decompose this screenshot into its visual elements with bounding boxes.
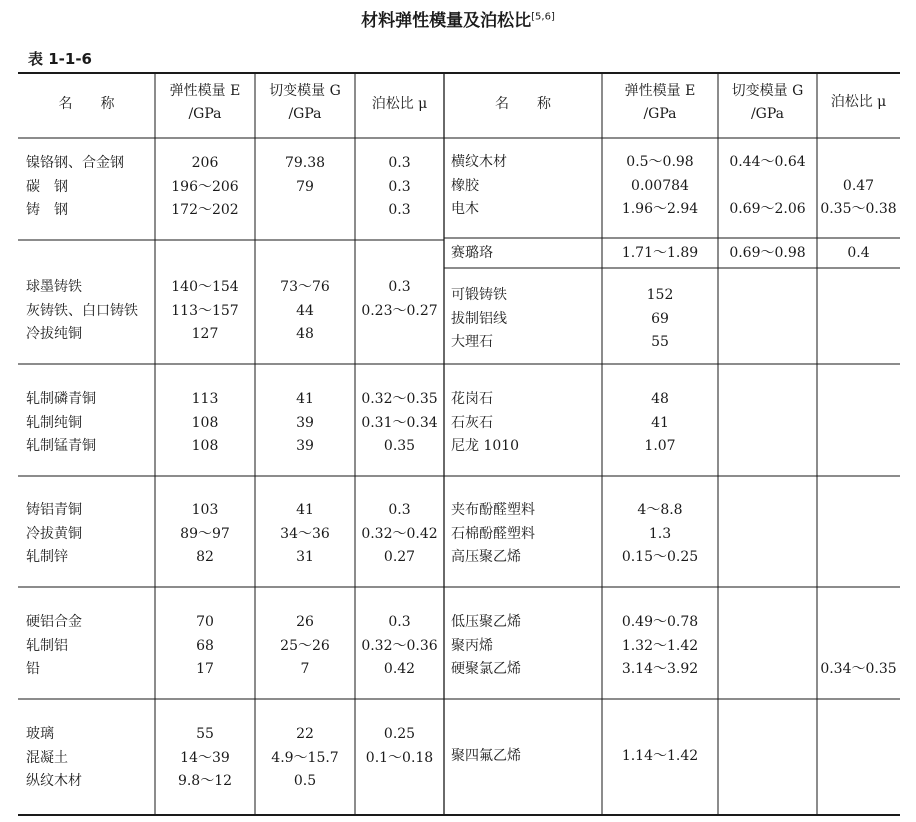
poisson-ratio-value: 0.1～0.18	[365, 749, 434, 766]
material-name: 石灰石	[451, 414, 493, 431]
poisson-ratio-value: 0.3	[388, 502, 411, 518]
shear-modulus-value: 79.38	[284, 155, 326, 171]
header-name-left: 名 称	[58, 96, 115, 112]
elastic-modulus-value: 3.14～3.92	[621, 661, 699, 677]
elastic-modulus-value: 1.14～1.42	[621, 748, 699, 764]
header-shear-modulus-right	[718, 80, 817, 126]
data-table	[18, 72, 900, 816]
material-name: 铅	[26, 661, 40, 677]
material-name: 铸铝青铜	[26, 502, 82, 518]
poisson-ratio-value: 0.23～0.27	[361, 302, 438, 319]
material-name: 混凝土	[26, 749, 68, 766]
header-shear-modulus-unit: /GPa	[288, 106, 322, 122]
elastic-modulus-value: 103	[191, 502, 219, 518]
elastic-modulus-value: 14～39	[180, 749, 230, 766]
poisson-ratio-value: 0.25	[383, 726, 416, 742]
material-name: 冷拔纯铜	[26, 326, 82, 342]
material-name: 玻璃	[26, 726, 54, 742]
poisson-ratio-value: 0.3	[388, 155, 411, 171]
header-shear-modulus-label: 切变模量 G	[731, 83, 804, 99]
material-name: 聚四氟乙烯	[451, 748, 521, 764]
elastic-modulus-value: 140～154	[171, 279, 239, 295]
elastic-modulus-value: 0.49～0.78	[621, 614, 699, 630]
shear-modulus-value: 31	[296, 549, 314, 565]
table-title	[0, 6, 916, 31]
shear-modulus-value: 26	[296, 614, 314, 630]
material-name: 镍铬钢、合金钢	[26, 155, 124, 171]
elastic-modulus-value: 69	[651, 310, 669, 327]
header-elastic-modulus-label: 弹性模量 E	[169, 83, 241, 99]
material-name: 轧制纯铜	[26, 414, 82, 431]
elastic-modulus-value: 196～206	[171, 178, 239, 195]
poisson-ratio-value: 0.32～0.42	[361, 525, 438, 542]
poisson-ratio-value: 0.35～0.38	[820, 201, 897, 217]
material-name: 石棉酚醛塑料	[451, 525, 535, 542]
table-number: 表 1-1-6	[28, 50, 92, 68]
elastic-modulus-value: 113～157	[171, 302, 239, 319]
header-elastic-modulus-left	[155, 80, 255, 126]
header-poisson-left: 泊松比 μ	[371, 96, 428, 112]
elastic-modulus-value: 108	[191, 414, 219, 431]
material-name: 橡胶	[451, 177, 479, 194]
poisson-ratio-value: 0.3	[388, 279, 411, 295]
material-name: 尼龙 1010	[451, 438, 520, 454]
header-shear-modulus-label: 切变模量 G	[269, 83, 341, 99]
elastic-modulus-value: 41	[651, 414, 669, 431]
table-title-text: 材料弹性模量及泊松比	[361, 11, 532, 31]
shear-modulus-value: 25～26	[280, 637, 330, 654]
shear-modulus-value: 39	[296, 414, 314, 431]
elastic-modulus-value: 4～8.8	[637, 502, 683, 518]
shear-modulus-value: 22	[296, 726, 314, 742]
elastic-modulus-value: 0.00784	[631, 177, 689, 194]
material-name: 纵纹木材	[26, 773, 82, 789]
poisson-ratio-value: 0.34～0.35	[820, 661, 897, 677]
shear-modulus-value: 0.69～0.98	[729, 245, 806, 261]
material-name: 硬铝合金	[26, 614, 82, 630]
material-name: 花岗石	[451, 391, 493, 407]
shear-modulus-value: 34～36	[280, 525, 330, 542]
elastic-modulus-value: 0.15～0.25	[621, 549, 699, 565]
poisson-ratio-value: 0.3	[388, 178, 411, 195]
shear-modulus-value: 41	[296, 391, 314, 407]
elastic-modulus-value: 127	[191, 326, 219, 342]
elastic-modulus-value: 206	[191, 155, 219, 171]
poisson-ratio-value: 0.31～0.34	[361, 414, 438, 431]
elastic-modulus-value: 89～97	[180, 525, 230, 542]
material-name: 可锻铸铁	[451, 287, 507, 303]
poisson-ratio-value: 0.32～0.36	[361, 637, 438, 654]
elastic-modulus-value: 1.71～1.89	[621, 245, 699, 261]
shear-modulus-value: 0.69～2.06	[729, 201, 806, 217]
header-elastic-modulus-unit: /GPa	[188, 106, 222, 122]
material-name: 聚丙烯	[451, 637, 493, 654]
poisson-ratio-value: 0.35	[383, 438, 416, 454]
material-name: 轧制铝	[26, 637, 68, 654]
poisson-ratio-value: 0.47	[842, 177, 875, 194]
poisson-ratio-value: 0.42	[383, 661, 416, 677]
shear-modulus-value: 0.44～0.64	[729, 154, 806, 170]
material-name: 低压聚乙烯	[451, 614, 521, 630]
elastic-modulus-value: 1.96～2.94	[621, 201, 699, 217]
elastic-modulus-value: 70	[196, 614, 214, 630]
material-name: 轧制磷青铜	[26, 391, 96, 407]
material-name: 球墨铸铁	[26, 279, 82, 295]
shear-modulus-value: 4.9～15.7	[271, 749, 339, 766]
elastic-modulus-value: 55	[651, 334, 669, 350]
header-poisson-right: 泊松比 μ	[830, 94, 887, 110]
shear-modulus-value: 48	[296, 326, 314, 342]
material-name: 硬聚氯乙烯	[451, 661, 521, 677]
material-name: 拔制铝线	[451, 310, 507, 327]
material-name: 碳 钢	[26, 178, 68, 195]
title-reference: [5,6]	[531, 11, 555, 23]
poisson-ratio-value: 0.27	[383, 549, 416, 565]
shear-modulus-value: 44	[296, 302, 314, 319]
shear-modulus-value: 73～76	[280, 279, 330, 295]
elastic-modulus-value: 0.5～0.98	[626, 154, 694, 170]
header-elastic-modulus-right	[602, 80, 718, 126]
shear-modulus-value: 79	[296, 178, 314, 195]
elastic-modulus-value: 1.3	[648, 525, 672, 542]
poisson-ratio-value: 0.4	[847, 245, 870, 261]
elastic-modulus-value: 1.32～1.42	[621, 637, 699, 654]
elastic-modulus-value: 17	[196, 661, 214, 677]
material-name: 轧制锌	[26, 549, 68, 565]
material-name: 横纹木材	[451, 154, 507, 170]
elastic-modulus-value: 108	[191, 438, 219, 454]
elastic-modulus-value: 152	[646, 287, 674, 303]
header-shear-modulus-left	[255, 80, 355, 126]
material-name: 铸 钢	[26, 202, 68, 218]
elastic-modulus-value: 172～202	[171, 202, 239, 218]
shear-modulus-value: 41	[296, 502, 314, 518]
elastic-modulus-value: 1.07	[644, 438, 676, 454]
poisson-ratio-value: 0.3	[388, 202, 411, 218]
poisson-ratio-value: 0.3	[388, 614, 411, 630]
header-elastic-modulus-label: 弹性模量 E	[624, 83, 696, 99]
material-name: 赛璐珞	[451, 245, 493, 261]
shear-modulus-value: 7	[300, 661, 310, 677]
elastic-modulus-value: 55	[196, 726, 214, 742]
material-name: 灰铸铁、白口铸铁	[26, 302, 138, 319]
material-name: 轧制锰青铜	[26, 438, 96, 454]
elastic-modulus-value: 68	[196, 637, 214, 654]
material-name: 高压聚乙烯	[451, 549, 521, 565]
elastic-modulus-value: 82	[196, 549, 214, 565]
header-name-right: 名 称	[495, 96, 551, 112]
elastic-modulus-value: 48	[651, 391, 669, 407]
shear-modulus-value: 39	[296, 438, 314, 454]
elastic-modulus-value: 9.8～12	[177, 773, 233, 789]
header-elastic-modulus-unit: /GPa	[643, 106, 677, 122]
shear-modulus-value: 0.5	[293, 773, 317, 789]
poisson-ratio-value: 0.32～0.35	[361, 391, 438, 407]
elastic-modulus-value: 113	[191, 391, 219, 407]
material-name: 电木	[451, 201, 479, 217]
material-name: 冷拔黄铜	[26, 525, 82, 542]
material-name: 夹布酚醛塑料	[451, 502, 535, 518]
header-shear-modulus-unit: /GPa	[750, 106, 785, 122]
material-name: 大理石	[451, 334, 493, 350]
